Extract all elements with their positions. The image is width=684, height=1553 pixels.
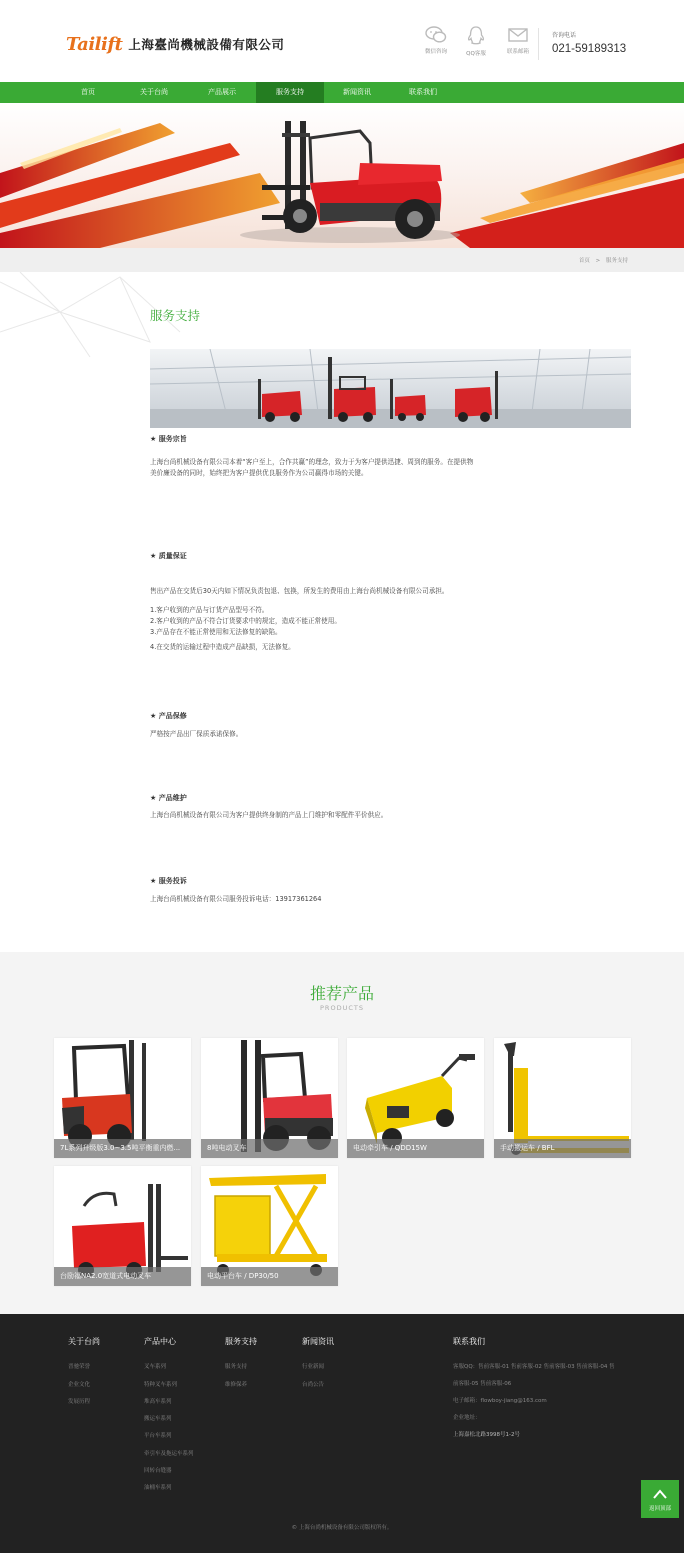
product-card[interactable] (494, 1038, 631, 1158)
section-head-principle: ★ 服务宗旨 (150, 435, 187, 443)
footer-col-title-contact: 联系我们 (453, 1337, 485, 1346)
footer-contact-address: 上海嘉松北路3998号1-2号 (453, 1432, 520, 1438)
footer-link[interactable]: 特种叉车系列 (144, 1382, 178, 1388)
text-line: 上海台尚机械设备有限公司服务投诉电话：13917361264 (150, 895, 322, 903)
nav-home[interactable]: 首页 (81, 88, 95, 96)
section-body-complaint (150, 894, 530, 905)
nav-about[interactable]: 关于台尚 (140, 88, 168, 96)
section-body-maintenance (150, 810, 530, 821)
footer-contact-email[interactable]: 电子邮箱：flowboy-jiang@163.com (453, 1398, 547, 1404)
text-line: 1.客户收到的产品与订货产品型号不符。 (150, 606, 269, 614)
section-head-complaint: ★ 服务投诉 (150, 877, 187, 885)
hero-banner (0, 103, 684, 248)
breadcrumb (579, 256, 628, 264)
product-card[interactable] (347, 1038, 484, 1158)
footer-link[interactable]: 油桶车系列 (144, 1485, 172, 1491)
section-head-maintenance: ★ 产品维护 (150, 794, 187, 802)
section-head-warranty: ★ 产品保修 (150, 712, 187, 720)
section-head-quality: ★ 质量保证 (150, 552, 187, 560)
back-to-top-button[interactable] (641, 1480, 679, 1518)
logo-mark: Tailift (66, 33, 123, 55)
text-line: 3.产品存在不能正常使用和无法修复的缺陷。 (150, 628, 282, 636)
mail-label: 联系邮箱 (506, 49, 529, 55)
products-subtitle: PRODUCTS (320, 1004, 364, 1012)
products-title: 推荐产品 (309, 984, 374, 1003)
text-line: 4.在交货的运输过程中造成产品缺损，无法修复。 (150, 643, 295, 651)
footer-col-title-products: 产品中心 (144, 1337, 176, 1346)
footer-link[interactable]: 发展历程 (68, 1399, 91, 1405)
mail-link[interactable] (498, 26, 538, 55)
page-title: 服务支持 (150, 308, 201, 323)
breadcrumb-home[interactable]: 首页 (578, 258, 590, 264)
section-body-principle (150, 457, 530, 479)
product-caption: 手动搬运车 / BFL (494, 1139, 631, 1158)
breadcrumb-bar (0, 248, 684, 272)
product-card[interactable] (201, 1038, 338, 1158)
company-name: 上海臺尚機械設備有限公司 (128, 37, 285, 52)
footer-link[interactable]: 晋驰荣誉 (68, 1364, 91, 1370)
qq-label: QQ客服 (466, 51, 486, 57)
header-divider (538, 28, 539, 60)
wechat-label: 微信咨询 (424, 49, 447, 55)
footer-link[interactable]: 行业新闻 (302, 1364, 325, 1370)
site-logo[interactable] (66, 34, 284, 54)
text-line: 上海台尚机械设备有限公司为客户提供终身制的产品上门维护和零配件平价供应。 (150, 811, 388, 819)
footer-link[interactable]: 叉车系列 (144, 1364, 167, 1370)
text-line: 美价廉设备的同时，始终把为客户提供优良服务作为公司赢得市场的关键。 (150, 469, 368, 477)
footer-link[interactable]: 回转台缝器 (144, 1468, 172, 1474)
text-line: 2.客户收到的产品不符合订货要求中的规定，造成不能正常使用。 (150, 617, 341, 625)
nav-service[interactable]: 服务支持 (256, 82, 324, 103)
footer-link[interactable]: 牵引车及拖运车系列 (144, 1451, 194, 1457)
mail-icon (507, 26, 529, 44)
breadcrumb-sep: > (595, 258, 601, 264)
main-nav (0, 82, 684, 103)
nav-products[interactable]: 产品展示 (208, 88, 236, 96)
hotline-label: 咨询电话 (552, 32, 577, 39)
chevron-up-icon (652, 1488, 668, 1500)
product-card[interactable] (54, 1038, 191, 1158)
footer-link[interactable]: 搬运车系列 (144, 1416, 172, 1422)
product-caption: 电动平台车 / DP30/50 (201, 1267, 338, 1286)
nav-contact[interactable]: 联系我们 (409, 88, 437, 96)
footer-contact-address-label: 企业地址： (453, 1415, 481, 1421)
qq-icon (467, 26, 485, 46)
footer-link[interactable]: 企业文化 (68, 1382, 91, 1388)
banner-art (0, 103, 684, 248)
footer-col-title-about: 关于台尚 (68, 1337, 100, 1346)
product-caption: 8吨电动叉车 (201, 1139, 338, 1158)
footer-link[interactable]: 维修保养 (225, 1382, 248, 1388)
footer-col-title-news: 新闻资讯 (302, 1337, 334, 1346)
footer-contact-qq-cont: 前客服-05 售前客服-06 (453, 1381, 512, 1387)
copyright: © 上海台尚机械设备有限公司版权所有。 (291, 1525, 393, 1531)
section-body-quality (150, 586, 530, 653)
hotline-number[interactable]: 021-59189313 (552, 43, 627, 55)
product-caption: 台励福NA2.0宽道式电动叉车 (54, 1267, 191, 1286)
footer-col-title-service: 服务支持 (225, 1337, 257, 1346)
text-line (150, 597, 530, 605)
product-caption: 7L系列升级版3.0~3.5吨平衡重内燃... (54, 1139, 191, 1158)
product-card[interactable] (201, 1166, 338, 1286)
text-line: 上海台尚机械设备有限公司本着“客户至上，合作共赢”的理念，致力于为客户提供迅捷、周到的服务。在提供物 (150, 458, 474, 466)
wechat-link[interactable] (416, 26, 456, 55)
back-to-top-label: 返回顶部 (648, 1506, 671, 1512)
footer-link[interactable]: 服务支持 (225, 1364, 248, 1370)
footer-link[interactable]: 台尚公告 (302, 1382, 325, 1388)
service-image (150, 349, 631, 428)
text-line: 严格按产品出厂保质承诺保修。 (150, 730, 243, 738)
breadcrumb-current: 服务支持 (605, 258, 628, 264)
qq-link[interactable] (456, 26, 496, 57)
nav-news[interactable]: 新闻资讯 (343, 88, 371, 96)
section-body-warranty (150, 729, 530, 740)
text-line: 售出产品在交货后30天内如下情况负责包退、包换，所发生的费用由上海台尚机械设备有限公司承担。 (150, 587, 449, 595)
forklift-lineup-image (150, 349, 631, 428)
site-footer (0, 1314, 684, 1553)
product-card[interactable] (54, 1166, 191, 1286)
site-header (0, 0, 684, 82)
product-caption: 电动牵引车 / QDD15W (347, 1139, 484, 1158)
footer-link[interactable]: 堆高车系列 (144, 1399, 172, 1405)
footer-link[interactable]: 平台车系列 (144, 1433, 172, 1439)
wechat-icon (425, 26, 447, 44)
footer-contact-qq: 客服QQ：售前客服-01 售前客服-02 售前客服-03 售前客服-04 售 (453, 1364, 615, 1370)
